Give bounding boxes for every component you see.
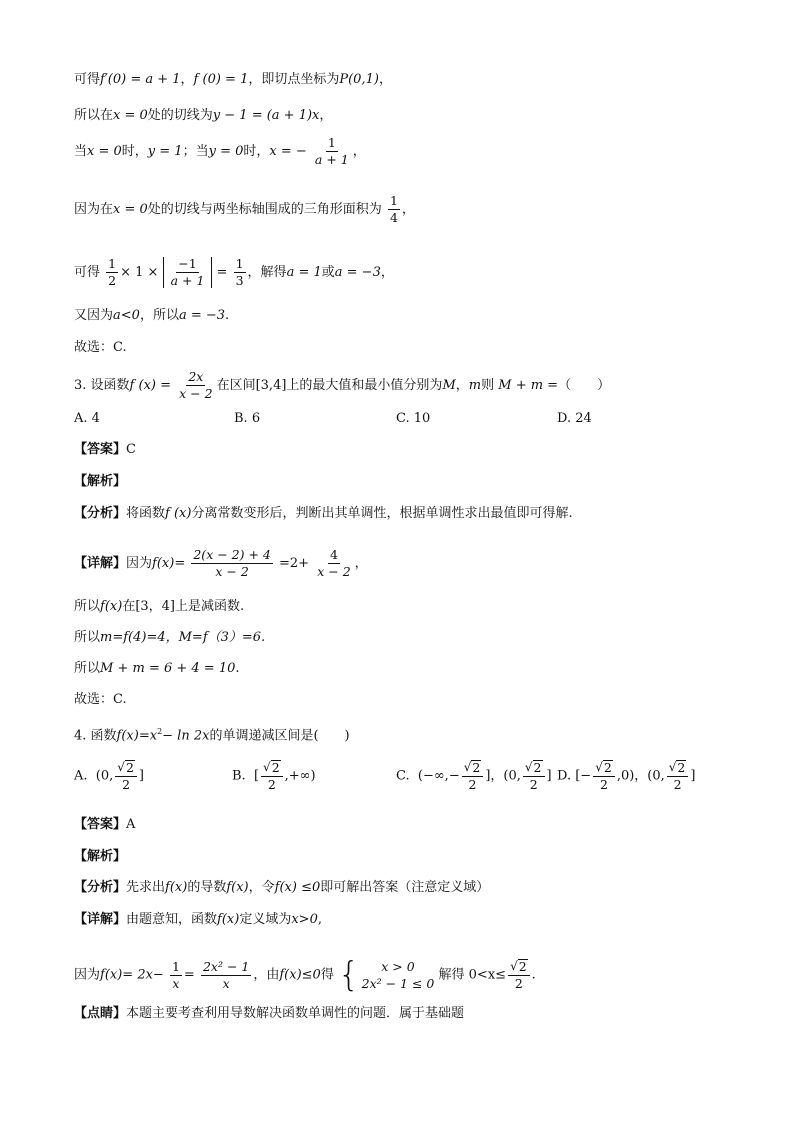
fraction: $\frac{2(x - 2) + 4}{x - 2}$ xyxy=(193,547,271,579)
fraction: √ 2 2 xyxy=(462,760,484,792)
line-9: 所以m=f(4)=4，M=f（3）=6. xyxy=(74,630,266,645)
question-3: 3. 设函数f (x) = $\frac{2x}{x - 2}$ 在区间[3,4]上的最大值和最小值分别为M，m则 M + m =（ ） xyxy=(74,369,611,401)
question-4: 4. 函数$f(x)=x^2- \ln 2x$的单调递减区间是( ) xyxy=(74,727,350,744)
fraction: $\frac{\text{2x² − 1}}{x}$ xyxy=(202,958,250,991)
sqrt: √ 2 xyxy=(593,760,615,777)
option-b: B. [ √ 2 2 ,+∞) xyxy=(232,760,316,792)
sqrt: √ 2 xyxy=(462,760,484,777)
line-4: 因为在x = 0处的切线与两坐标轴围成的三角形面积为 $\frac{1}{4}$ ， xyxy=(74,193,415,225)
answer-3: 【答案】C xyxy=(74,442,136,457)
fraction: $\frac{1}{a + 1}$ xyxy=(314,135,349,167)
absolute-value xyxy=(163,257,213,288)
fraction: √ 2 2 xyxy=(667,760,689,792)
fraction: √ 2 2 xyxy=(523,760,545,792)
fraction: $\frac{1}{4}$ xyxy=(389,193,398,225)
fraction: $\frac{1}{2}$ xyxy=(108,256,117,288)
analysis-4: 【分析】先求出f(x)的导数f(x)，令f(x) ≤0即可解出答案（注意定义域） xyxy=(74,880,490,895)
option-c: C. 10 xyxy=(396,411,431,426)
line-2: 所以在x = 0处的切线为y − 1 = (a + 1)x， xyxy=(74,108,333,123)
option-a: A. (0, √ 2 2 ] xyxy=(74,760,144,792)
sqrt: √ 2 xyxy=(667,760,689,777)
analysis-heading-4: 【解析】 xyxy=(74,849,127,864)
fraction: $\frac{1}{x}$ xyxy=(171,958,180,991)
option-d: D. 24 xyxy=(557,411,592,426)
option-a: A. 4 xyxy=(74,411,100,426)
option-c: C. (−∞,− √ 2 2 ]，(0, √ 2 2 ] xyxy=(396,760,552,792)
answer-4: 【答案】A xyxy=(74,817,136,832)
option-d: D. [− √ 2 2 ,0)，(0, √ 2 2 ] xyxy=(557,760,696,792)
fraction: √ 2 2 xyxy=(261,760,283,792)
fraction: $\frac{2x}{x - 2}$ xyxy=(179,369,213,401)
fraction: $\frac{-1}{a + 1}$ xyxy=(170,256,205,288)
fraction: $\frac{4}{x - 2}$ xyxy=(317,547,351,579)
fraction: $\frac{1}{3}$ xyxy=(235,256,244,288)
line-8: 所以f(x)在[3，4]上是减函数. xyxy=(74,599,245,614)
sqrt: √ 2 xyxy=(261,760,283,777)
line-1: 可得f′(0) = a + 1，f (0) = 1，即切点坐标为P(0,1)， xyxy=(74,72,392,87)
line-6: 又因为a<0，所以a = −3. xyxy=(74,308,230,323)
line-7: 故选：C. xyxy=(74,340,127,355)
line-3: 当x = 0时，y = 1；当y = 0时，x = − $\frac{1}{a + 1}$ ， xyxy=(74,135,366,167)
detail-4: 【详解】由题意知，函数f(x)定义域为x>0, xyxy=(74,912,322,927)
fraction: √ 2 2 xyxy=(593,760,615,792)
option-b: B. 6 xyxy=(234,411,261,426)
sqrt: √ 2 xyxy=(115,760,137,777)
detail-3: 【详解】因为f(x)= $\frac{2(x - 2) + 4}{x - 2}$ =2+ $\frac{4}{x - 2}$ ， xyxy=(74,547,368,579)
line-10: 所以M + m = 6 + 4 = 10. xyxy=(74,661,240,676)
remark-4: 【点睛】本题主要考查利用导数解决函数单调性的问题．属于基础题 xyxy=(74,1006,465,1021)
analysis-3: 【分析】将函数f (x)分离常数变形后，判断出其单调性，根据单调性求出最值即可得解. xyxy=(74,506,573,521)
line-12: 因为f(x)= 2x− $\frac{1}{x}$ = $\frac{\text{2x² − 1}}{x}$ ，由f(x)≤0得 { x > 0 2x² − 1 ≤ 0 解得 0<x≤ √ 2 2 . xyxy=(74,955,536,995)
fraction: √ 2 2 xyxy=(115,760,137,792)
sqrt: √ 2 xyxy=(508,959,530,976)
sqrt: √ 2 xyxy=(523,760,545,777)
line-5: 可得 $\frac{1}{2}$ × 1 × $\frac{-1}{a + 1}$ = $\frac{1}{3}$ ，解得a = 1或a = −3， xyxy=(74,256,394,288)
analysis-heading-3: 【解析】 xyxy=(74,474,127,489)
fraction: √ 2 2 xyxy=(508,959,530,991)
line-11: 故选：C. xyxy=(74,692,127,707)
brace-system: { x > 0 2x² − 1 ≤ 0 xyxy=(337,955,435,995)
